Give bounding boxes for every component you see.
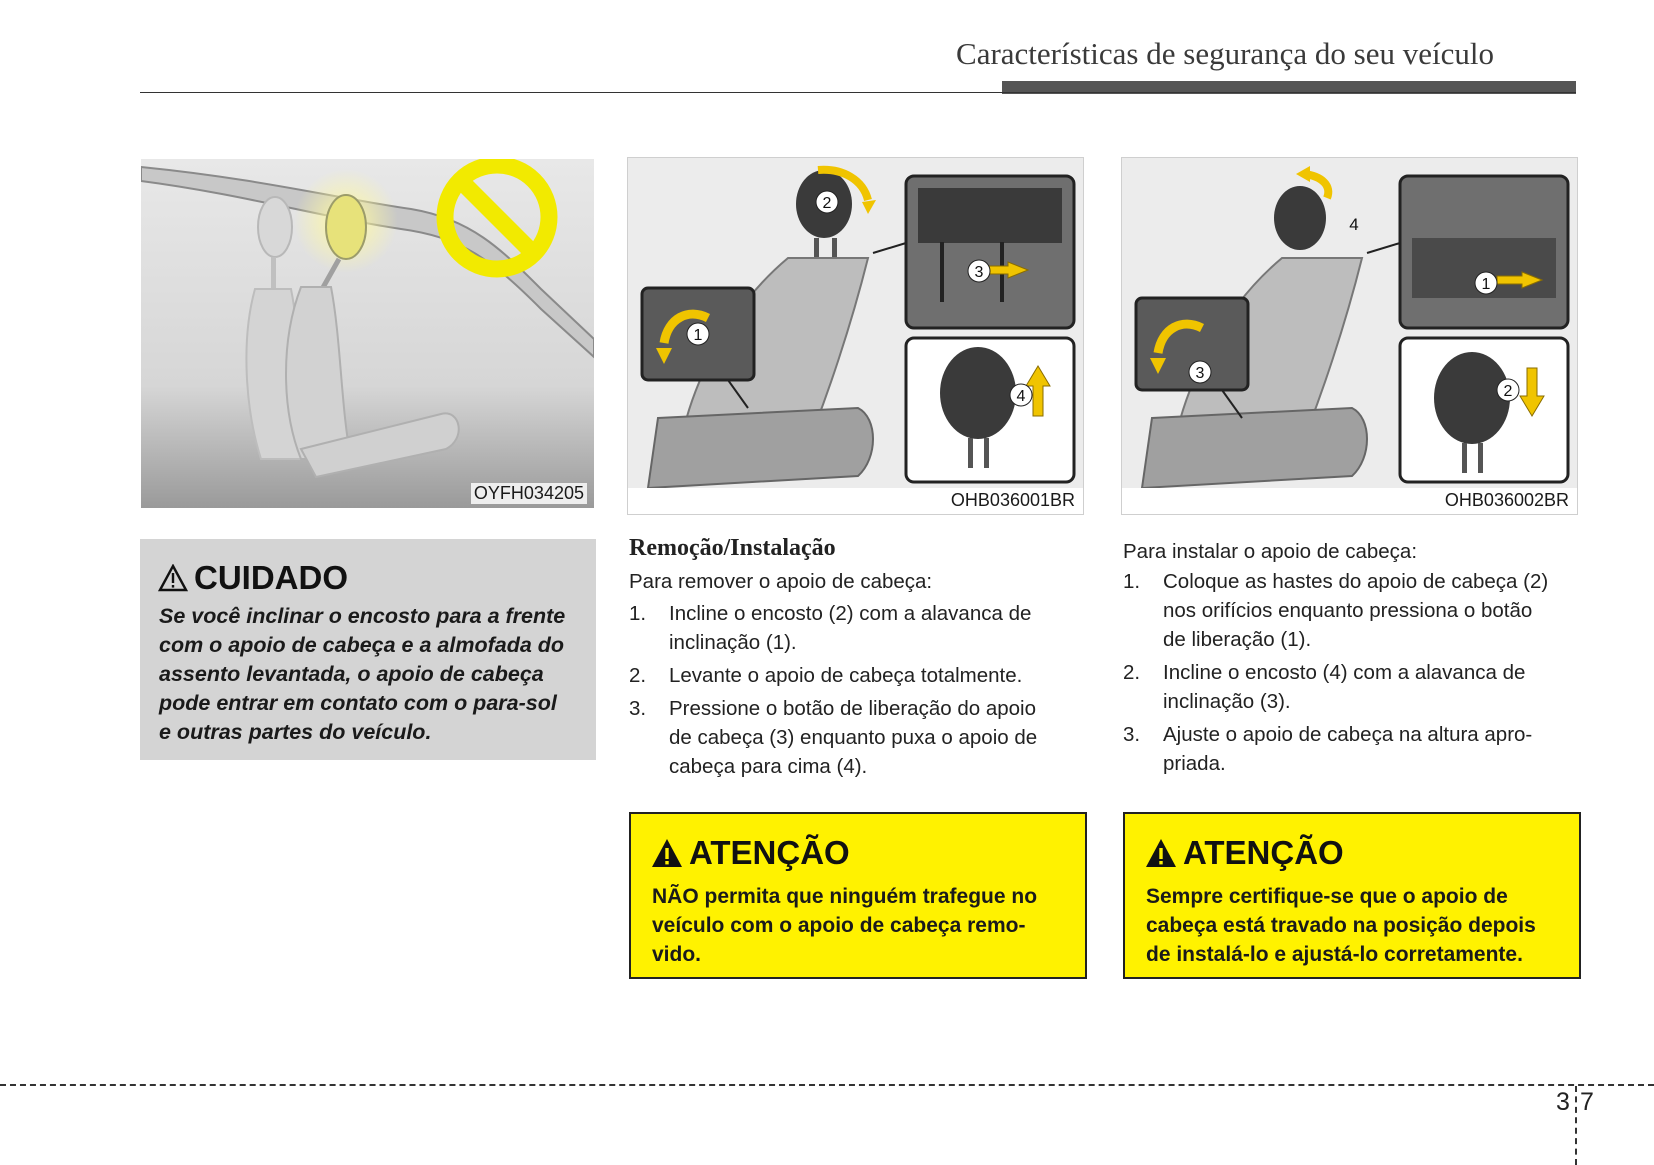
callout-1: 1 <box>1481 276 1491 293</box>
figure-code: OHB036002BR <box>1444 490 1569 510</box>
text-line: Ajuste o apoio de cabeça na altura apro- <box>1163 723 1533 746</box>
warning-title <box>1145 834 1344 872</box>
chapter-number: 3 <box>1556 1088 1570 1116</box>
warning-title-text: ATENÇÃO <box>1183 834 1344 871</box>
warning-box <box>629 812 1087 979</box>
text-line: cabeça está travado na posição depois <box>1146 914 1536 937</box>
text-line: pode entrar em contato com o para-sol <box>159 691 557 715</box>
text-line: com o apoio de cabeça e a almofada do <box>159 633 565 657</box>
warning-title <box>651 834 850 872</box>
caution-text <box>159 602 579 747</box>
step-number: 2. <box>1123 661 1141 684</box>
step-number: 3. <box>629 697 647 720</box>
warning-box <box>1123 812 1581 979</box>
removal-steps <box>629 599 1084 785</box>
figure-headrest-contact <box>141 159 594 508</box>
step-number: 1. <box>1123 570 1141 593</box>
figure-headrest-installation <box>1121 157 1578 515</box>
text-line: nos orifícios enquanto pressiona o botão <box>1163 599 1533 622</box>
callout-4: 4 <box>1349 215 1359 234</box>
install-steps <box>1123 567 1578 782</box>
headrest-installation-illustration <box>1122 158 1578 488</box>
list-item <box>629 694 1084 781</box>
warning-text <box>652 882 1066 969</box>
footer-dashed-divider <box>1575 1086 1577 1165</box>
step-number: 3. <box>1123 723 1141 746</box>
figure-code: OHB036001BR <box>950 490 1075 510</box>
page-number: 7 <box>1580 1088 1594 1116</box>
list-item <box>1123 658 1578 716</box>
text-line: Se você inclinar o encosto para a frente <box>159 604 566 628</box>
caution-triangle-icon <box>158 564 188 592</box>
page-header-title: Características de segurança do seu veículo <box>956 36 1494 71</box>
text-line: inclinação (1). <box>669 631 797 654</box>
text-line: Incline o encosto (4) com a alavanca de <box>1163 661 1526 684</box>
callout-2: 2 <box>1503 383 1513 400</box>
text-line: Pressione o botão de liberação do apoio <box>669 697 1036 720</box>
step-number: 1. <box>629 602 647 625</box>
callout-2: 2 <box>822 195 832 212</box>
list-item <box>629 661 1084 690</box>
text-line: Levante o apoio de cabeça totalmente. <box>669 664 1023 687</box>
headrest-removal-illustration <box>628 158 1084 488</box>
header-rule <box>140 92 1576 93</box>
text-line: cabeça para cima (4). <box>669 755 868 778</box>
text-line: NÃO permita que ninguém trafegue no <box>652 885 1038 908</box>
footer-dashed-rule <box>0 1084 1654 1086</box>
text-line: de instalá-lo e ajustá-lo corretamente. <box>1146 943 1523 966</box>
warning-text <box>1146 882 1560 969</box>
headrest-contact-illustration <box>141 159 594 508</box>
text-line: vido. <box>652 943 702 966</box>
figure-code: OYFH034205 <box>471 483 587 504</box>
text-line: de cabeça (3) enquanto puxa o apoio de <box>669 726 1038 749</box>
warning-triangle-icon <box>651 838 683 868</box>
list-item <box>629 599 1084 657</box>
step-number: 2. <box>629 664 647 687</box>
list-item <box>1123 720 1578 778</box>
text-line: Incline o encosto (2) com a alavanca de <box>669 602 1032 625</box>
callout-3: 3 <box>1195 365 1205 382</box>
list-item <box>1123 567 1578 654</box>
figure-headrest-removal <box>627 157 1084 515</box>
text-line: veículo com o apoio de cabeça remo- <box>652 914 1026 937</box>
section-heading: Remoção/Instalação <box>629 535 836 561</box>
caution-title <box>158 559 348 597</box>
callout-1: 1 <box>693 327 703 344</box>
warning-title-text: ATENÇÃO <box>689 834 850 871</box>
text-line: de liberação (1). <box>1163 628 1312 651</box>
text-line: Sempre certifique-se que o apoio de <box>1146 885 1508 908</box>
text-line: e outras partes do veículo. <box>159 720 432 744</box>
text-line: assento levantada, o apoio de cabeça <box>159 662 544 686</box>
text-line: priada. <box>1163 752 1226 775</box>
callout-4: 4 <box>1016 388 1026 405</box>
callout-3: 3 <box>974 264 984 281</box>
install-intro: Para instalar o apoio de cabeça: <box>1123 540 1418 563</box>
text-line: inclinação (3). <box>1163 690 1291 713</box>
removal-intro: Para remover o apoio de cabeça: <box>629 570 933 593</box>
caution-box <box>140 539 596 760</box>
text-line: Coloque as hastes do apoio de cabeça (2) <box>1163 570 1549 593</box>
caution-title-text: CUIDADO <box>194 559 348 596</box>
warning-triangle-icon <box>1145 838 1177 868</box>
